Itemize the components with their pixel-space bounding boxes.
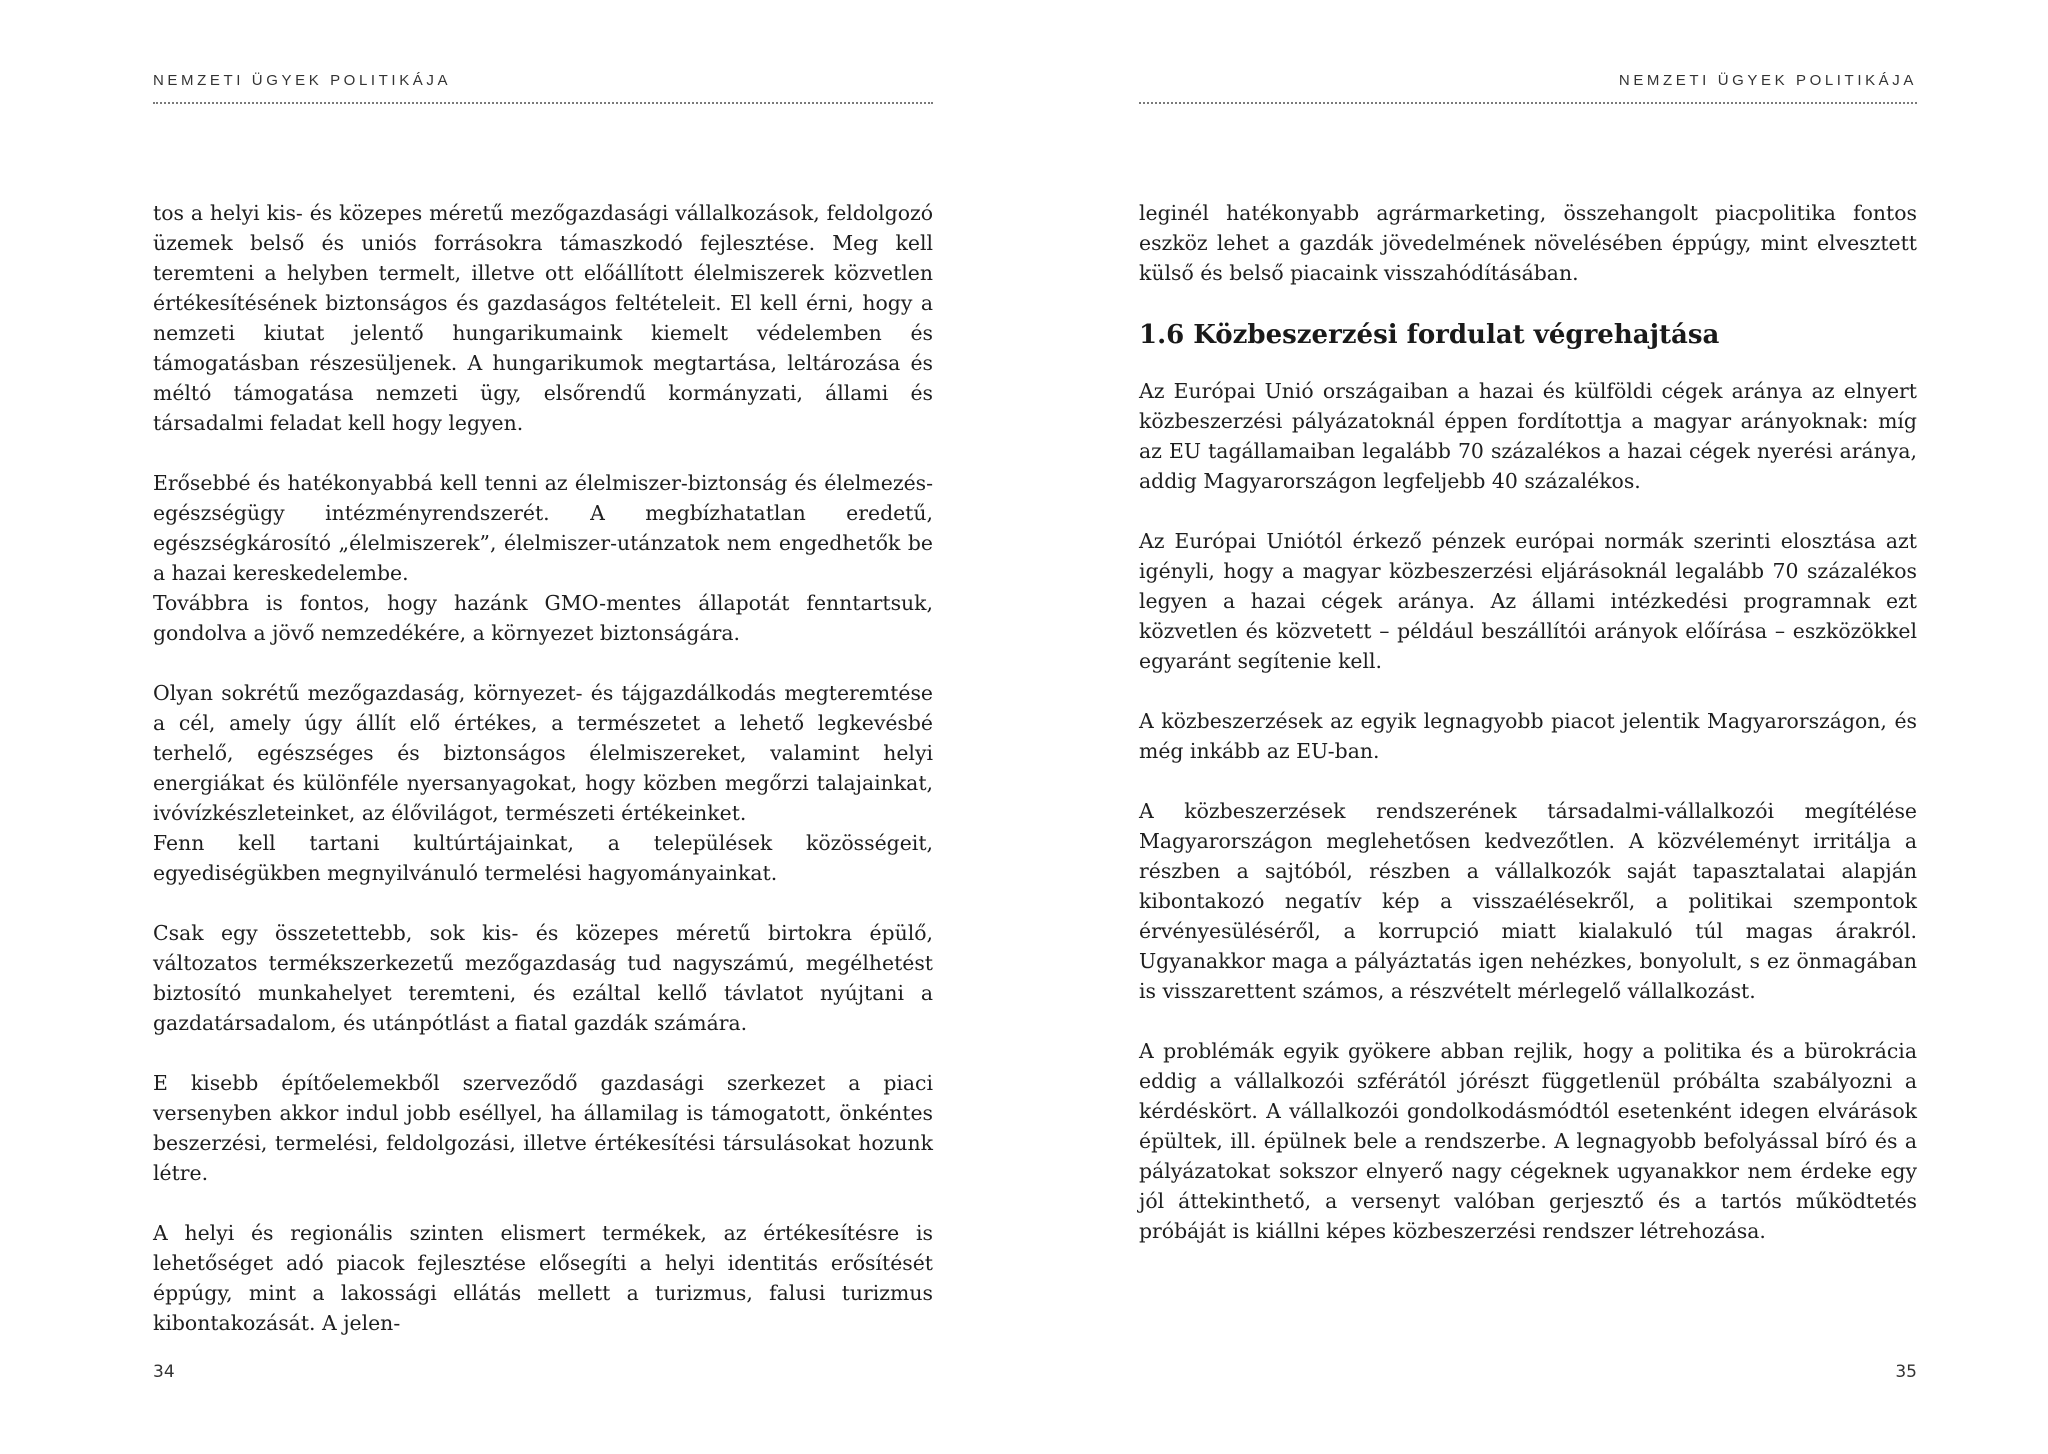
right-page-body xyxy=(1139,198,1917,1276)
paragraph: tos a helyi kis- és közepes méretű mezőgazdasági vállalkozások, feldolgozó üzemek belső és uniós forrásokra támaszkodó fejlesztése. Meg kell teremteni a helyben termelt, illetve ott előállított élelmiszerek közvetlen értékesítésének biztonságos és gazdaságos feltételeit. El kell érni, hogy a nemzeti kiutat jelentő hungarikumaink kiemelt védelemben és támogatásban részesüljenek. A hungarikumok megtartása, leltározása és méltó támogatása nemzeti ügy, elsőrendű kormányzati, állami és társadalmi feladat kell hogy legyen. xyxy=(153,201,933,435)
page-number: 35 xyxy=(1895,1362,1917,1382)
running-head: NEMZETI ÜGYEK POLITIKÁJA xyxy=(1139,72,1917,104)
right-page xyxy=(1139,0,1917,1454)
paragraph: leginél hatékonyabb agrármarketing, összehangolt piacpolitika fontos eszköz lehet a gazdák jövedelmének növelésében éppúgy, mint elvesztett külső és belső piacaink visszahódításában. xyxy=(1139,201,1917,285)
paragraph: Az Európai Uniótól érkező pénzek európai normák szerinti elosztása azt igényli, hogy a magyar közbeszerzési eljárásoknál legalább 70 százalékos legyen a hazai cégek aránya. Az állami intézkedési programnak ezt közvetlen és közvetett – például beszállítói arányok előírása – eszközökkel egyaránt segítenie kell. xyxy=(1139,529,1917,673)
paragraph: Erősebbé és hatékonyabbá kell tenni az élelmiszer-biztonság és élelmezés-egészségügy intézményrendszerét. A megbízhatatlan eredetű, egészségkárosító „élelmiszerek”, élelmiszer-utánzatok nem engedhetők be a hazai kereskedelembe. xyxy=(153,471,933,585)
paragraph: Olyan sokrétű mezőgazdaság, környezet- és tájgazdálkodás megteremtése a cél, amely úgy állít elő értékes, a természetet a lehető legkevésbé terhelő, egészséges és biztonságos élelmiszereket, valamint helyi energiákat és különféle nyersanyagokat, hogy közben megőrzi talajainkat, ivóvízkészleteinket, az élővilágot, természeti értékeinket. xyxy=(153,681,933,825)
page-number: 34 xyxy=(153,1362,175,1382)
paragraph: Fenn kell tartani kultúrtájainkat, a települések közösségeit, egyediségükben megnyilvánuló termelési hagyományainkat. xyxy=(153,831,933,885)
paragraph: E kisebb építőelemekből szerveződő gazdasági szerkezet a piaci versenyben akkor indul jobb eséllyel, ha államilag is támogatott, önkéntes beszerzési, termelési, feldolgozási, illetve értékesítési társulásokat hozunk létre. xyxy=(153,1071,933,1185)
running-head: NEMZETI ÜGYEK POLITIKÁJA xyxy=(153,72,933,104)
paragraph: A problémák egyik gyökere abban rejlik, hogy a politika és a bürokrácia eddig a vállalkozói szférától jórészt függetlenül próbálta szabályozni a kérdéskört. A vállalkozói gondolkodásmódtól esetenként idegen elvárások épültek, ill. épülnek bele a rendszerbe. A legnagyobb befolyással bíró és a pályázatokat sokszor elnyerő nagy cégeknek ugyanakkor nem érdeke egy jól áttekinthető, a versenyt valóban gerjesztő és a tartós működtetés próbáját is kiállni képes közbeszerzési rendszer létrehozása. xyxy=(1139,1039,1917,1243)
paragraph: Az Európai Unió országaiban a hazai és külföldi cégek aránya az elnyert közbeszerzési pályázatoknál éppen fordítottja a magyar arányoknak: míg az EU tagállamaiban legalább 70 százalékos a hazai cégek nyerési aránya, addig Magyarországon legfeljebb 40 százalékos. xyxy=(1139,379,1917,493)
paragraph: Csak egy összetettebb, sok kis- és közepes méretű birtokra épülő, változatos termékszerkezetű mezőgazdaság tud nagyszámú, megélhetést biztosító munkahelyet teremteni, és ezáltal kellő távlatot nyújtani a gazdatársadalom, és utánpótlást a fiatal gazdák számára. xyxy=(153,921,933,1035)
paragraph: A helyi és regionális szinten elismert termékek, az értékesítésre is lehetőséget adó piacok fejlesztése elősegíti a helyi identitás erősítését éppúgy, mint a lakossági ellátás mellett a turizmus, falusi turizmus kibontakozását. A jelen- xyxy=(153,1221,933,1335)
paragraph: A közbeszerzések rendszerének társadalmi-vállalkozói megítélése Magyarországon meglehetősen kedvezőtlen. A közvéleményt irritálja a részben a sajtóból, részben a vállalkozók saját tapasztalatai alapján kibontakozó negatív kép a visszaélésekről, a politikai szempontok érvényesüléséről, a korrupció miatt kialakuló túl magas árakról. Ugyanakkor maga a pályáztatás igen nehézkes, bonyolult, s ez önmagában is visszarettent számos, a részvételt mérlegelő vállalkozást. xyxy=(1139,799,1917,1003)
left-page-body xyxy=(153,198,933,1368)
section-heading: 1.6 Közbeszerzési fordulat végrehajtása xyxy=(1139,320,1720,350)
paragraph: Továbbra is fontos, hogy hazánk GMO-mentes állapotát fenntartsuk, gondolva a jövő nemzedékére, a környezet biztonságára. xyxy=(153,591,933,645)
paragraph: A közbeszerzések az egyik legnagyobb piacot jelentik Magyarországon, és még inkább az EU-ban. xyxy=(1139,709,1917,763)
left-page xyxy=(153,0,933,1454)
